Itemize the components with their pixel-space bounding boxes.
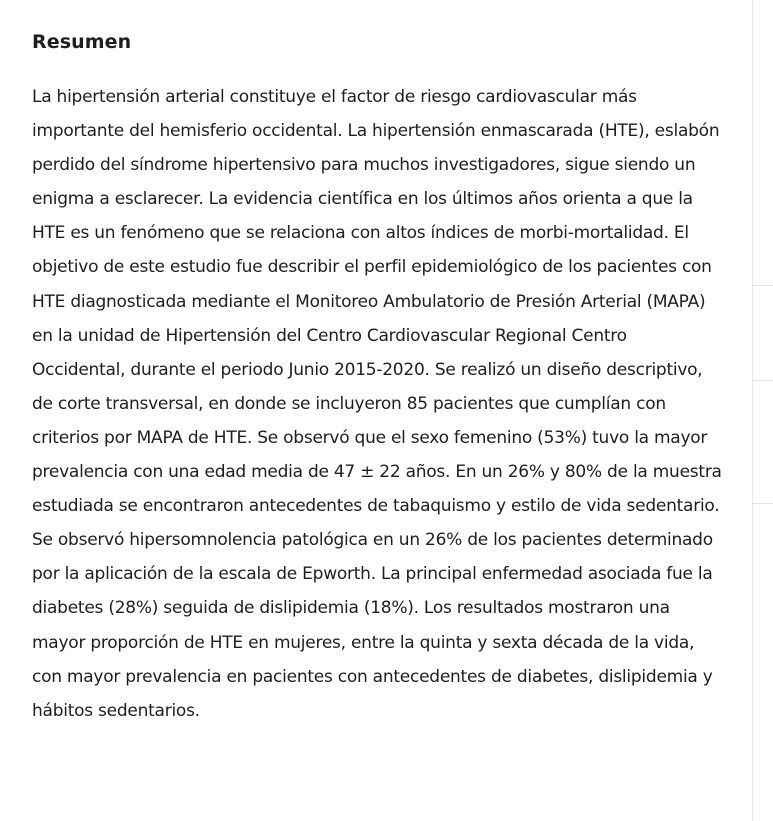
section-title: Resumen [32, 31, 132, 53]
sidebar-divider [752, 0, 753, 821]
sidebar-separator [753, 380, 773, 381]
sidebar-separator [753, 285, 773, 286]
sidebar-separator [753, 503, 773, 504]
abstract-section [32, 0, 722, 728]
abstract-paragraph: La hipertensión arterial constituye el factor de riesgo cardiovascular más importante del hemisferio occidental. La hipertensión enmascarada (HTE), eslabón perdido del síndrome hipertensivo para muchos investigadores, sigue siendo un enigma a esclarecer. La evidencia científica en los últimos años orienta a que la HTE es un fenómeno que se relaciona con altos índices de morbi-mortalidad. El objetivo de este estudio fue describir el perfil epidemiológico de los pacientes con HTE diagnosticada mediante el Monitoreo Ambulatorio de Presión Arterial (MAPA) en la unidad de Hipertensión del Centro Cardiovascular Regional Centro Occidental, durante el periodo Junio 2015-2020. Se realizó un diseño descriptivo, de corte transversal, en donde se incluyeron 85 pacientes que cumplían con criterios por MAPA de HTE. Se observó que el sexo femenino (53%) tuvo la mayor prevalencia con una edad media de 47 ± 22 años. En un 26% y 80% de la muestra estudiada se encontraron antecedentes de tabaquismo y estilo de vida sedentario. Se observó hipersomnolencia patológica en un 26% de los pacientes determinado por la aplicación de la escala de Epworth. La principal enfermedad asociada fue la diabetes (28%) seguida de dislipidemia (18%). Los resultados mostraron una mayor proporción de HTE en mujeres, entre la quinta y sexta década de la vida, con mayor prevalencia en pacientes con antecedentes de diabetes, dislipidemia y hábitos sedentarios. [32, 87, 722, 721]
